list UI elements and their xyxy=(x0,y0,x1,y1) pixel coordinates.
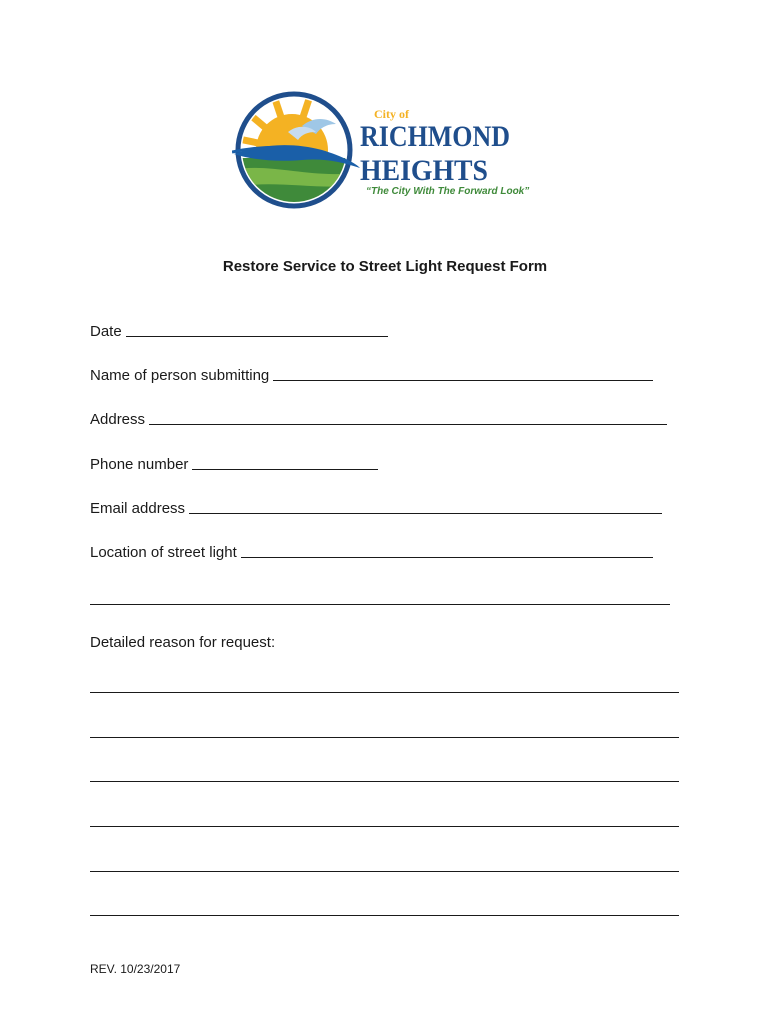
city-name-line2: HEIGHTS xyxy=(360,154,488,187)
reason-line[interactable] xyxy=(90,692,679,693)
reason-line[interactable] xyxy=(90,781,679,782)
address-field[interactable] xyxy=(90,411,667,428)
reason-line[interactable] xyxy=(90,871,679,872)
email-label: Email address xyxy=(90,500,186,517)
city-name-line1: RICHMOND xyxy=(360,120,510,153)
location-continuation-line[interactable] xyxy=(90,604,670,605)
phone-field[interactable] xyxy=(90,456,378,473)
name-field[interactable] xyxy=(90,367,653,384)
date-field[interactable] xyxy=(90,323,388,340)
city-logo xyxy=(232,88,542,213)
form-title: Restore Service to Street Light Request Form xyxy=(222,258,548,275)
address-label: Address xyxy=(90,411,146,428)
name-blank[interactable] xyxy=(273,379,653,381)
city-of-text: City of xyxy=(374,107,409,121)
emblem-icon xyxy=(232,88,362,213)
name-label: Name of person submitting xyxy=(90,367,270,384)
date-blank[interactable] xyxy=(126,335,388,337)
address-blank[interactable] xyxy=(149,423,667,425)
email-field[interactable] xyxy=(90,500,662,517)
phone-blank[interactable] xyxy=(192,468,378,470)
reason-line[interactable] xyxy=(90,737,679,738)
reason-label: Detailed reason for request: xyxy=(90,634,276,651)
reason-line[interactable] xyxy=(90,915,679,916)
email-blank[interactable] xyxy=(189,512,662,514)
location-blank[interactable] xyxy=(241,556,653,558)
location-field[interactable] xyxy=(90,544,653,561)
revision-date: REV. 10/23/2017 xyxy=(90,962,181,976)
location-label: Location of street light xyxy=(90,544,237,561)
phone-label: Phone number xyxy=(90,456,189,473)
tagline: “The City With The Forward Look” xyxy=(366,186,530,197)
reason-line[interactable] xyxy=(90,826,679,827)
date-label: Date xyxy=(90,323,122,340)
